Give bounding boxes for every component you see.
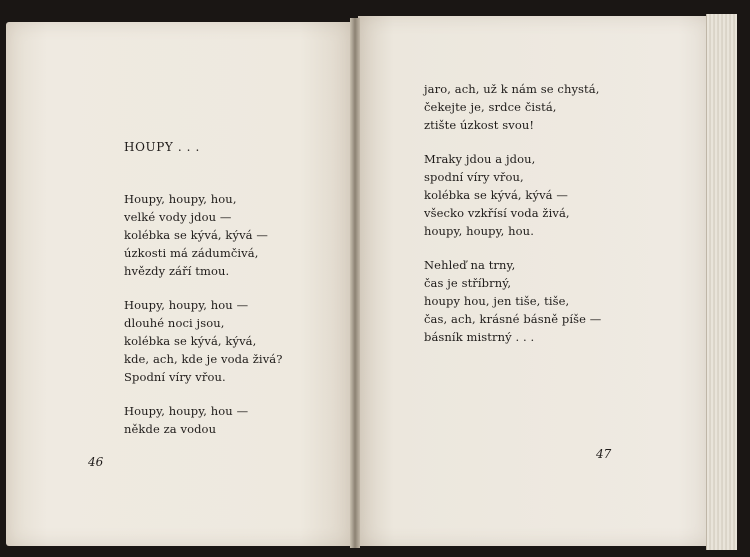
poem-line: básník mistrný . . . <box>424 330 535 344</box>
poem-line: jaro, ach, už k nám se chystá, <box>424 82 600 96</box>
poem-line: ztište úzkost svou! <box>424 118 535 132</box>
poem-line: Spodní víry vřou. <box>124 370 226 384</box>
page-number-right: 47 <box>596 447 612 461</box>
poem-line: čas, ach, krásné básně píše — <box>424 312 602 326</box>
right-poem-text <box>424 80 601 362</box>
poem-line: Nehleď na trny, <box>424 258 516 272</box>
poem-line: kolébka se kývá, kývá, <box>124 334 257 348</box>
poem-line: Houpy, houpy, hou, <box>124 192 237 206</box>
left-poem-text <box>124 190 283 454</box>
poem-line: Mraky jdou a jdou, <box>424 152 536 166</box>
poem-line: všecko vzkřísí voda živá, <box>424 206 570 220</box>
poem-line: houpy, houpy, hou. <box>424 224 534 238</box>
poem-line: Houpy, houpy, hou — <box>124 404 249 418</box>
poem-line: úzkosti má zádumčivá, <box>124 246 259 260</box>
poem-line: houpy hou, jen tiše, tiše, <box>424 294 570 308</box>
stanza <box>124 190 283 280</box>
poem-line: čekejte je, srdce čistá, <box>424 100 557 114</box>
stanza <box>424 256 601 346</box>
page-number-left: 46 <box>88 455 104 469</box>
page-edges <box>706 14 737 550</box>
poem-line: spodní víry vřou, <box>424 170 524 184</box>
poem-line: někde za vodou <box>124 422 217 436</box>
poem-line: dlouhé noci jsou, <box>124 316 225 330</box>
book-gutter <box>350 18 360 548</box>
stanza <box>424 80 601 134</box>
stanza <box>424 150 601 240</box>
poem-line: hvězdy září tmou. <box>124 264 230 278</box>
poem-line: velké vody jdou — <box>124 210 232 224</box>
stanza <box>124 402 283 438</box>
poem-title: HOUPY . . . <box>124 140 200 154</box>
poem-line: kolébka se kývá, kývá — <box>124 228 268 242</box>
poem-line: Houpy, houpy, hou — <box>124 298 249 312</box>
poem-line: kde, ach, kde je voda živá? <box>124 352 283 366</box>
stanza <box>124 296 283 386</box>
poem-line: kolébka se kývá, kývá — <box>424 188 568 202</box>
poem-line: čas je stříbrný, <box>424 276 512 290</box>
